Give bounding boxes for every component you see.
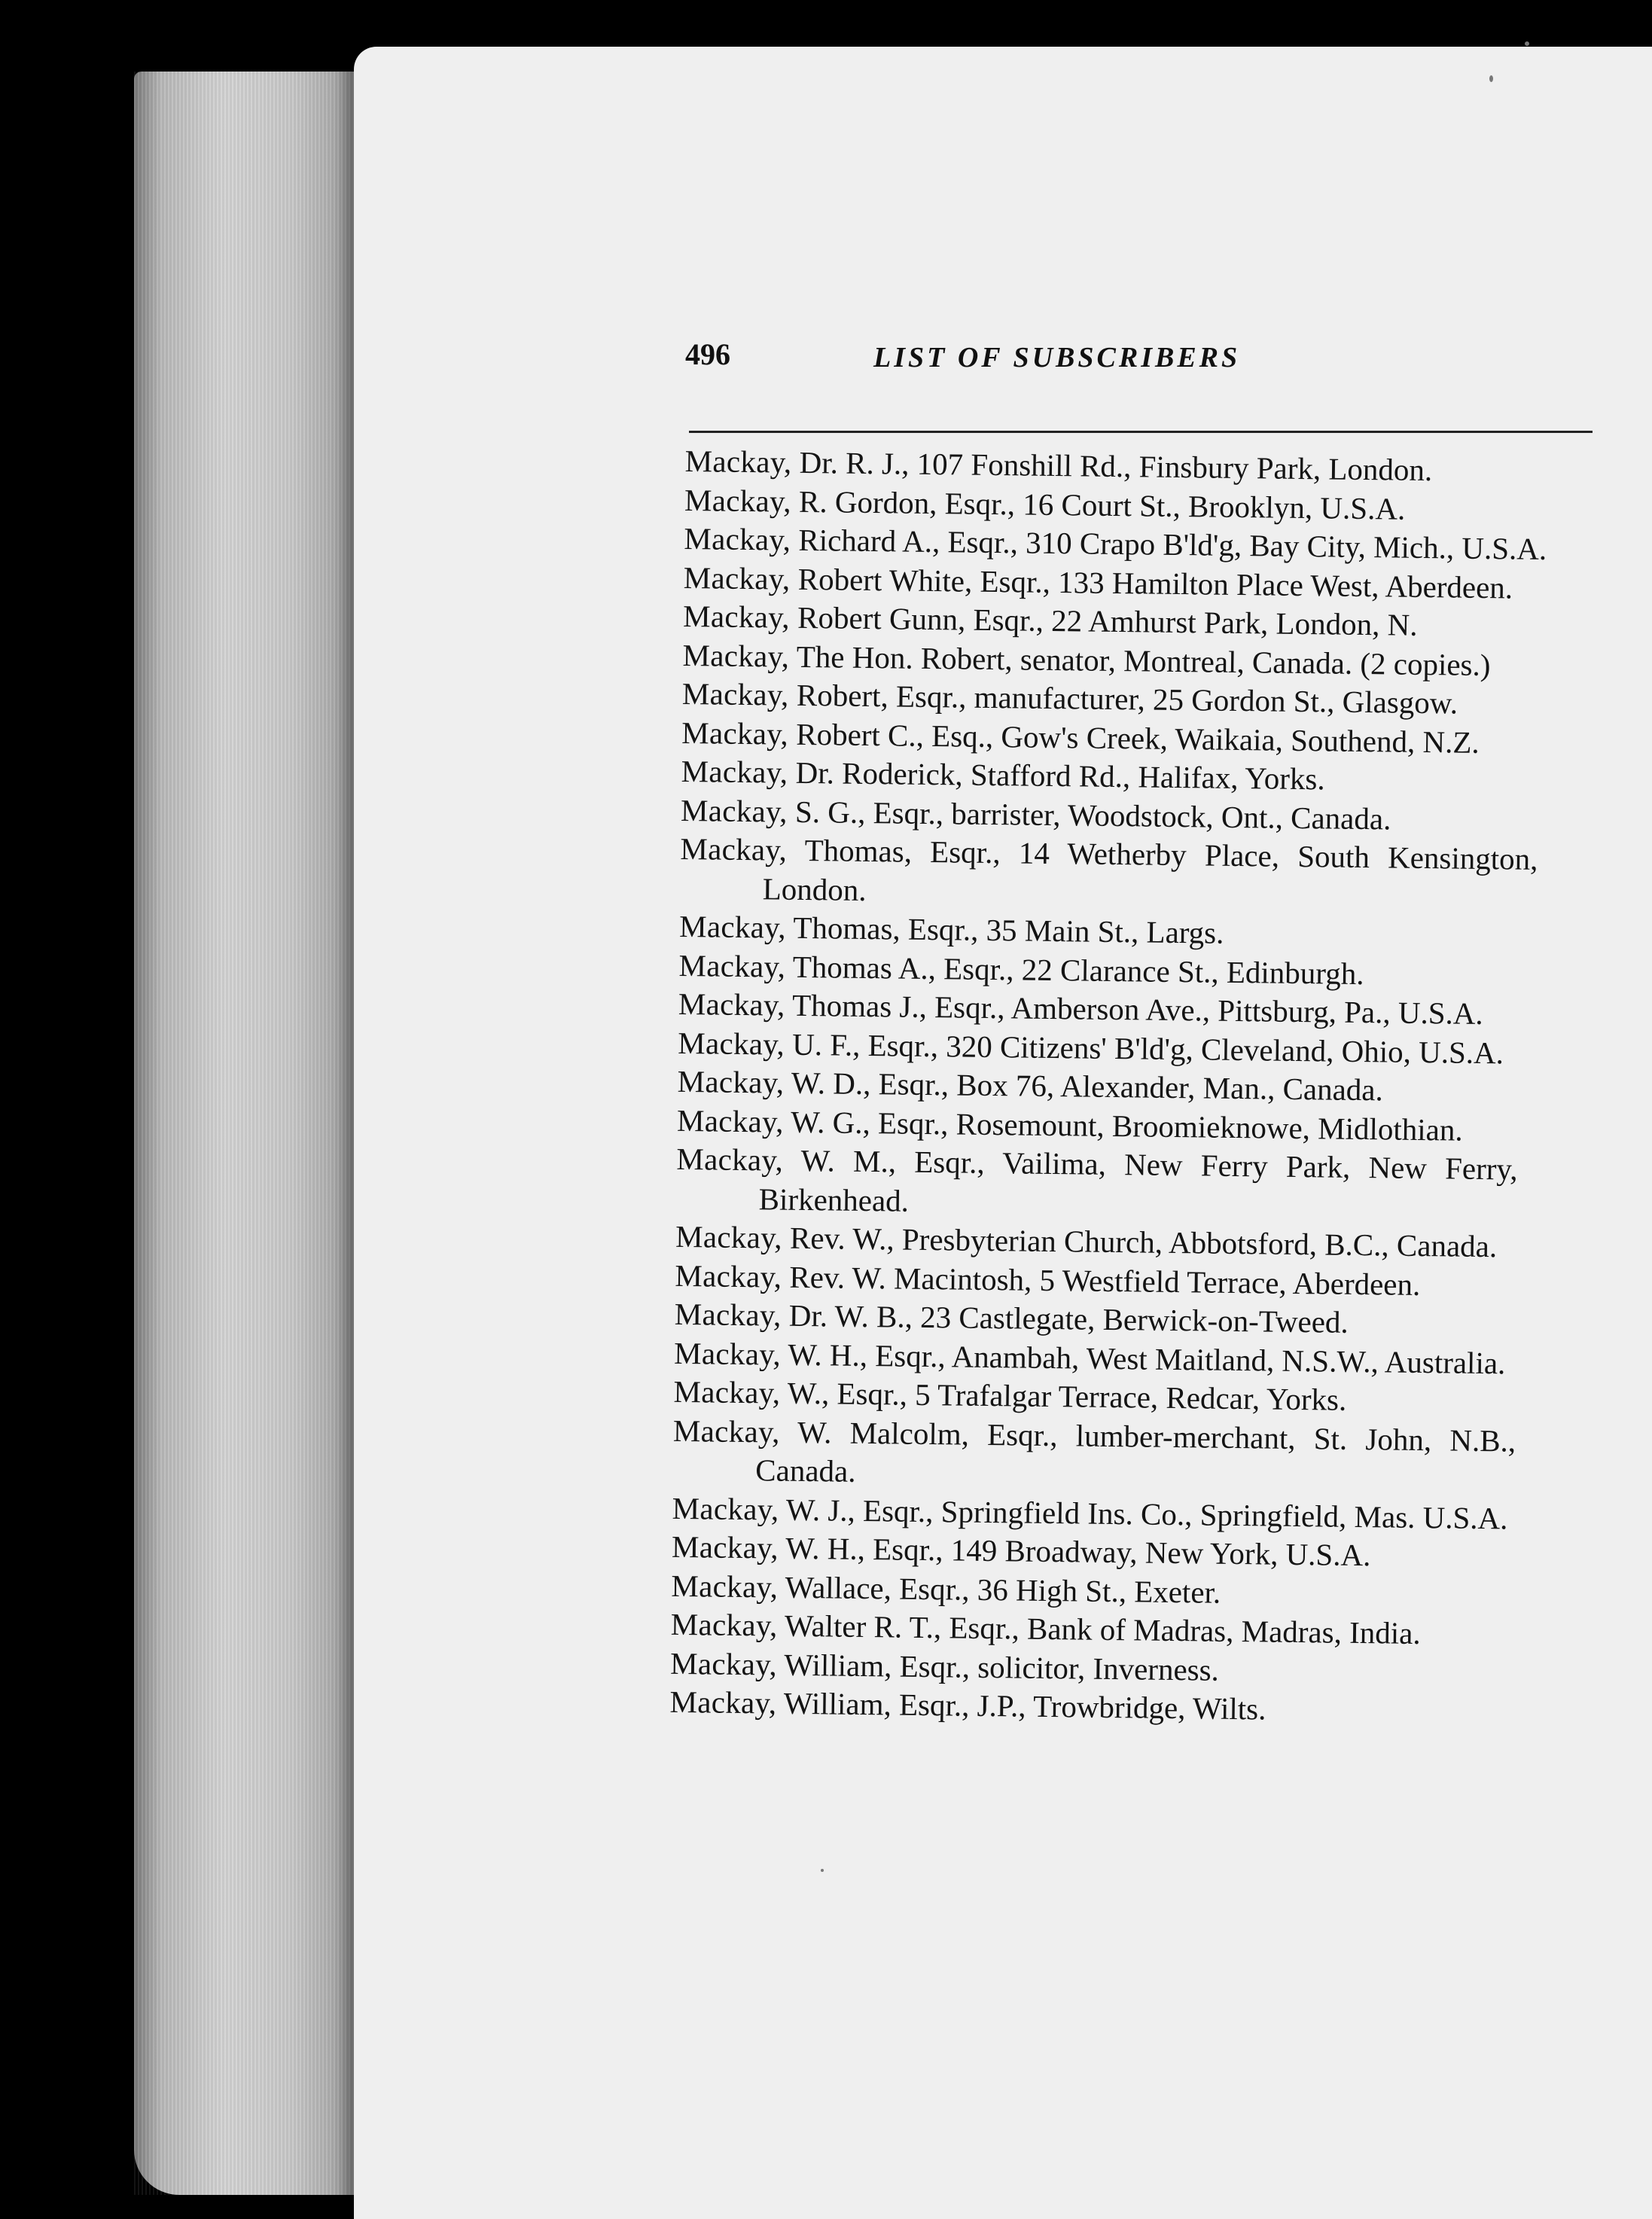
subscriber-surname: Mackay, bbox=[678, 947, 786, 984]
subscriber-surname: Mackay, bbox=[671, 1568, 779, 1605]
subscriber-entry bbox=[675, 1140, 1617, 1229]
subscriber-details: W. M., Esqr., Vailima, New Ferry Park, New Ferry, Birkenhead. bbox=[758, 1142, 1518, 1218]
subscriber-details: W. H., Esqr., Anambah, West Maitland, N.S.W., Australia. bbox=[788, 1337, 1506, 1380]
subscriber-details: W. Malcolm, Esqr., lumber-merchant, St. John, N.B., Canada. bbox=[755, 1414, 1516, 1489]
subscriber-details: Wallace, Esqr., 36 High St., Exeter. bbox=[785, 1569, 1221, 1610]
subscriber-details: Thomas A., Esqr., 22 Clarance St., Edinburgh. bbox=[792, 949, 1364, 991]
page-header bbox=[685, 337, 1641, 397]
subscriber-entry bbox=[679, 830, 1621, 919]
subscriber-surname: Mackay, bbox=[680, 792, 788, 829]
subscriber-details: Richard A., Esqr., 310 Crapo B'ld'g, Bay City, Mich., U.S.A. bbox=[798, 522, 1547, 566]
subscriber-details: W., Esqr., 5 Trafalgar Terrace, Redcar, Yorks. bbox=[787, 1375, 1347, 1417]
subscriber-details: R. Gordon, Esqr., 16 Court St., Brooklyn, U.S.A. bbox=[798, 483, 1406, 526]
subscriber-details: W. D., Esqr., Box 76, Alexander, Man., Canada. bbox=[791, 1065, 1384, 1108]
subscriber-details: S. G., Esqr., barrister, Woodstock, Ont., Canada. bbox=[794, 794, 1391, 836]
subscriber-details: Robert, Esqr., manufacturer, 25 Gordon St., Glasgow. bbox=[796, 677, 1458, 721]
header-rule bbox=[689, 431, 1593, 433]
dust-speck bbox=[1489, 75, 1493, 82]
subscriber-details: W. G., Esqr., Rosemount, Broomieknowe, Midlothian. bbox=[790, 1104, 1463, 1148]
subscriber-details: The Hon. Robert, senator, Montreal, Canada. (2 copies.) bbox=[796, 639, 1491, 682]
subscriber-surname: Mackay, bbox=[673, 1373, 781, 1410]
subscriber-details: Dr. W. B., 23 Castlegate, Berwick-on-Tweed. bbox=[788, 1297, 1349, 1340]
subscriber-details: Robert White, Esqr., 133 Hamilton Place West, Aberdeen. bbox=[797, 561, 1513, 605]
subscriber-details: Thomas, Esqr., 35 Main St., Largs. bbox=[793, 910, 1224, 950]
subscriber-details: William, Esqr., solicitor, Inverness. bbox=[784, 1647, 1220, 1687]
dust-speck bbox=[1525, 41, 1529, 46]
subscriber-details: Dr. R. J., 107 Fonshill Rd., Finsbury Park, London. bbox=[799, 444, 1433, 488]
subscriber-surname: Mackay, bbox=[672, 1413, 780, 1449]
subscriber-details: Robert Gunn, Esqr., 22 Amhurst Park, London, N. bbox=[797, 599, 1418, 642]
subscriber-details: William, Esqr., J.P., Trowbridge, Wilts. bbox=[783, 1685, 1266, 1727]
subscriber-surname: Mackay, bbox=[678, 908, 787, 945]
subscriber-details: W. H., Esqr., 149 Broadway, New York, U.S.A. bbox=[785, 1530, 1371, 1573]
subscriber-surname: Mackay, bbox=[676, 1141, 784, 1178]
subscriber-surname: Mackay, bbox=[684, 443, 792, 480]
book-page-edges bbox=[134, 72, 360, 2195]
subscriber-surname: Mackay, bbox=[676, 1102, 785, 1139]
subscriber-details: Thomas J., Esqr., Amberson Ave., Pittsburg, Pa., U.S.A. bbox=[791, 987, 1483, 1032]
subscriber-surname: Mackay, bbox=[670, 1606, 778, 1643]
subscriber-details: Dr. Roderick, Stafford Rd., Halifax, Yorks. bbox=[795, 754, 1325, 797]
subscriber-details: Thomas, Esqr., 14 Wetherby Place, South Kensington, London. bbox=[762, 832, 1538, 907]
subscriber-entry bbox=[672, 1411, 1614, 1500]
subscriber-surname: Mackay, bbox=[675, 1257, 782, 1294]
page-number: 496 bbox=[685, 337, 730, 371]
subscriber-surname: Mackay, bbox=[677, 1063, 785, 1100]
subscriber-surname: Mackay, bbox=[681, 675, 789, 712]
subscriber-surname: Mackay, bbox=[674, 1296, 782, 1333]
subscriber-surname: Mackay, bbox=[678, 986, 785, 1023]
subscriber-surname: Mackay, bbox=[681, 753, 788, 790]
subscriber-surname: Mackay, bbox=[681, 715, 789, 751]
subscriber-details: U. F., Esqr., 320 Citizens' B'ld'g, Cleveland, Ohio, U.S.A. bbox=[791, 1026, 1504, 1070]
subscriber-surname: Mackay, bbox=[672, 1490, 779, 1527]
subscriber-surname: Mackay, bbox=[683, 559, 791, 596]
subscriber-surname: Mackay, bbox=[673, 1335, 782, 1372]
subscriber-list bbox=[669, 442, 1626, 1733]
subscriber-details: Robert C., Esq., Gow's Creek, Waikaia, Southend, N.Z. bbox=[795, 716, 1480, 760]
subscriber-surname: Mackay, bbox=[669, 1684, 777, 1721]
subscriber-surname: Mackay, bbox=[682, 598, 791, 635]
subscriber-details: Rev. W. Macintosh, 5 Westfield Terrace, Aberdeen. bbox=[789, 1259, 1421, 1302]
subscriber-surname: Mackay, bbox=[682, 637, 790, 674]
subscriber-surname: Mackay, bbox=[680, 831, 788, 867]
subscriber-surname: Mackay, bbox=[684, 482, 792, 519]
subscriber-details: W. J., Esqr., Springfield Ins. Co., Springfield, Mas. U.S.A. bbox=[785, 1492, 1508, 1535]
subscriber-details: Walter R. T., Esqr., Bank of Madras, Madras, India. bbox=[784, 1608, 1421, 1651]
book-page bbox=[354, 47, 1652, 2219]
subscriber-surname: Mackay, bbox=[675, 1218, 783, 1255]
subscriber-details: Rev. W., Presbyterian Church, Abbotsford, B.C., Canada. bbox=[789, 1220, 1498, 1264]
subscriber-surname: Mackay, bbox=[671, 1529, 779, 1565]
dust-speck bbox=[821, 1869, 824, 1872]
subscriber-surname: Mackay, bbox=[669, 1645, 778, 1682]
subscriber-surname: Mackay, bbox=[684, 520, 791, 557]
running-title: LIST OF SUBSCRIBERS bbox=[873, 342, 1241, 373]
subscriber-surname: Mackay, bbox=[677, 1025, 785, 1062]
